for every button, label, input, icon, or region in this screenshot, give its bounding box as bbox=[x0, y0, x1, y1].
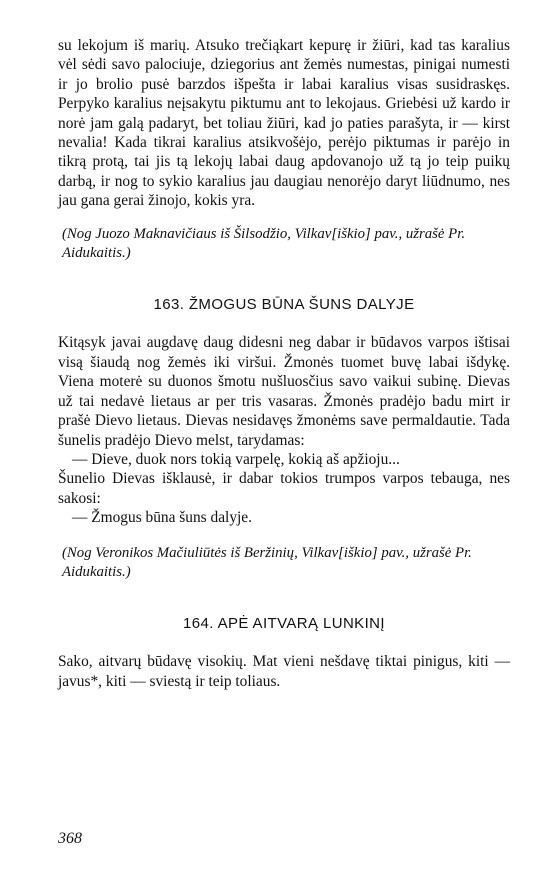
story-163-paragraph-2: Šunelio Dievas išklausė, ir dabar tokios trumpos varpos tebauga, nes sakosi: bbox=[58, 470, 510, 507]
book-page bbox=[58, 36, 510, 691]
page-number: 368 bbox=[58, 830, 82, 847]
story-164-title: 164. APĖ AITVARĄ LUNKINĮ bbox=[183, 615, 385, 633]
story-163-closing-line: — Žmogus būna šuns dalyje. bbox=[72, 509, 252, 527]
story-163-dialog-line: — Dieve, duok nors tokią varpelę, kokią aš apžioju... bbox=[72, 450, 400, 468]
story-164-paragraph: Sako, aitvarų būdavę visokių. Mat vieni nešdavę tiktai pinigus, kiti — javus*, kiti — sviestą ir teip toliaus. bbox=[58, 653, 510, 690]
story-ending-paragraph: su lekojum iš marių. Atsuko trečiąkart kepurę ir žiūri, kad tas karalius vėl sėdi savo palociuje, dziegorius ant žemės numestas, pinigai numesti ir jo brolio pusė barzdos išpešta ir labai karalius visas susidraskęs. Perpyko karalius neįsakytu piktumu ant to lekojaus. Griebėsi už kardo ir norė jam galą padaryt, bet toliau žiūri, kad jo paties parašyta, ir — kirst nevalia! Kada tikrai karalius atsikvošėjo, perėjo piktumas ir parėjo in tikrą protą, tai jis tą lekojų labai daug apdovanojo už tą jo teip puikų darbą, ir nog to sykio karalius jau daugiau nenorėjo daryt liūdnumo, nes jau gana gerai žinojo, kokis yra. bbox=[58, 37, 510, 210]
story-source-note: (Nog Juozo Maknavičiaus iš Šilsodžio, Vilkav[iškio] pav., užrašė Pr. Aidukaitis.) bbox=[62, 225, 466, 262]
story-163-title: 163. ŽMOGUS BŪNA ŠUNS DALYJE bbox=[153, 296, 415, 314]
story-163-paragraph: Kitąsyk javai augdavę daug didesni neg dabar ir būdavos varpos ištisai visą šiaudą nog žemės iki viršui. Žmonės tuomet buvę labai išdykę. Viena moterė su duonos šmotu nušluosčius savo vaikui subinę. Dievas už tai nedavė lietaus ar per tris vasaras. Žmonės pradėjo badu mirt ir prašė Dievo lietaus. Dievas nesidavęs žmonėms save permaldautie. Tada šunelis pradėjo Dievo melst, tarydamas: bbox=[58, 334, 510, 449]
story-163-source-note: (Nog Veronikos Mačiuliūtės iš Beržinių, Vilkav[iškio] pav., užrašė Pr. Aidukaitis.) bbox=[62, 544, 472, 580]
